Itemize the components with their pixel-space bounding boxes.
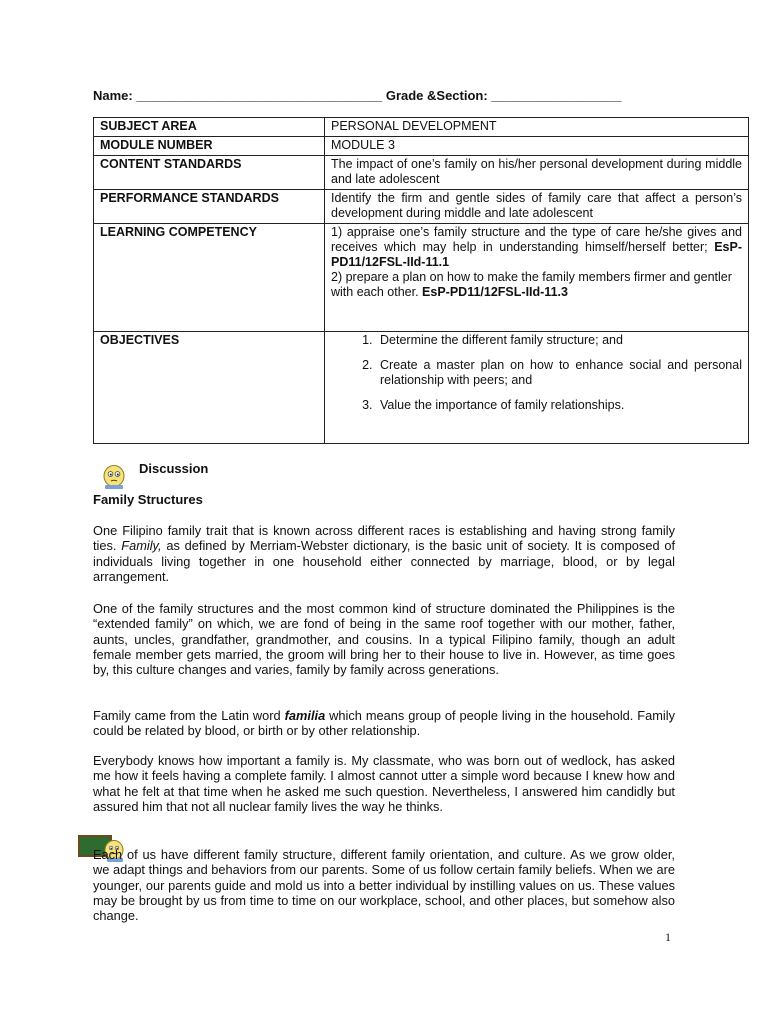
emphasis-text: Family,	[121, 538, 162, 554]
content-standards-label: CONTENT STANDARDS	[94, 156, 325, 190]
learning-competency-item	[331, 270, 742, 300]
module-info-table	[93, 117, 749, 444]
subject-area-label: SUBJECT AREA	[94, 118, 325, 137]
competency-code: EsP-PD11/12FSL-IId-11.1	[331, 240, 742, 269]
grade-section-label: Grade &Section:	[385, 88, 488, 103]
performance-standards-value: Identify the firm and gentle sides of family care that affect a person’s development during middle and late adolescent	[325, 190, 749, 224]
paragraph: One of the family structures and the most common kind of structure dominated the Philippines is the “extended family” on which, we are fond of being in the same roof together with our mother, father, aunts, uncles, grandfather, grandmother, and cousins. In a typical Filipino family, though an adult female member gets married, the groom will bring her to their house to live in. However, as time goes by, this culture changes and varies, family by family across generations.	[93, 601, 675, 678]
objective-item: 1. Determine the different family structure; and	[376, 333, 742, 348]
objectives-label: OBJECTIVES	[94, 332, 325, 444]
objective-item: 2. Create a master plan on how to enhance social and personal relationship with peers; and	[376, 358, 742, 388]
objectives-value	[325, 332, 749, 444]
family-structures-heading: Family Structures	[93, 492, 203, 507]
paragraph	[93, 523, 675, 584]
paragraph-text: which means group of people living in the household. Family could be related by blood, or birth or by other relationship.	[93, 708, 675, 739]
learning-competency-text: 1) appraise one’s family structure and the type of care he/she gives and receives which may help in understanding himself/herself better;	[331, 225, 742, 254]
module-number-value: MODULE 3	[325, 137, 749, 156]
paragraph: Everybody knows how important a family is. My classmate, who was born out of wedlock, has asked me how it feels having a complete family. I almost cannot utter a simple word because I knew how and what he felt at that time when he asked me such question. Nevertheless, I answered him candidly but assured him that not all nuclear family lives the way he thinks.	[93, 753, 675, 814]
table-row	[94, 156, 749, 190]
table-row	[94, 224, 749, 332]
table-row	[94, 190, 749, 224]
paragraph: Each of us have different family structure, different family orientation, and culture. As we grow older, we adapt things and behaviors from our parents. Some of us follow certain family beliefs. When we are younger, our parents guide and mold us into a better individual by instilling values on us. These values may be brought by us from time to time on our workplace, school, and other places, but somehow also change.	[93, 847, 675, 924]
subject-area-value: PERSONAL DEVELOPMENT	[325, 118, 749, 137]
learning-competency-value	[325, 224, 749, 332]
paragraph-text: Family came from the Latin word	[93, 708, 281, 723]
grade-section-field-blank[interactable]: __________________	[491, 88, 622, 103]
learning-competency-text: 2) prepare a plan on how to make the family members firmer and gentler with each other.	[331, 270, 732, 299]
content-standards-value: The impact of one’s family on his/her personal development during middle and late adolescent	[325, 156, 749, 190]
competency-code: EsP-PD11/12FSL-IId-11.3	[422, 285, 568, 299]
paragraph-text: as defined by Merriam-Webster dictionary, is the basic unit of society. It is composed of individuals living together in one household either connected by marriage, blood, or by legal arrangement.	[93, 538, 676, 584]
learning-competency-item	[331, 225, 742, 270]
performance-standards-label: PERFORMANCE STANDARDS	[94, 190, 325, 224]
table-row	[94, 332, 749, 444]
objectives-list	[331, 333, 742, 413]
emphasis-text: familia	[284, 708, 326, 723]
module-number-label: MODULE NUMBER	[94, 137, 325, 156]
table-row	[94, 118, 749, 137]
table-row	[94, 137, 749, 156]
learning-competency-label: LEARNING COMPETENCY	[94, 224, 325, 332]
thinking-face-icon	[102, 464, 126, 490]
paragraph	[93, 708, 675, 739]
student-header	[93, 88, 693, 103]
page-number: 1	[665, 930, 671, 944]
objective-item: 3. Value the importance of family relationships.	[376, 398, 742, 413]
name-field-blank[interactable]: __________________________________	[136, 88, 383, 103]
discussion-heading: Discussion	[139, 461, 209, 476]
name-label: Name:	[93, 88, 133, 103]
paragraph-text: One Filipino family trait that is known across different races is establishing and having strong family ties.	[93, 523, 675, 554]
